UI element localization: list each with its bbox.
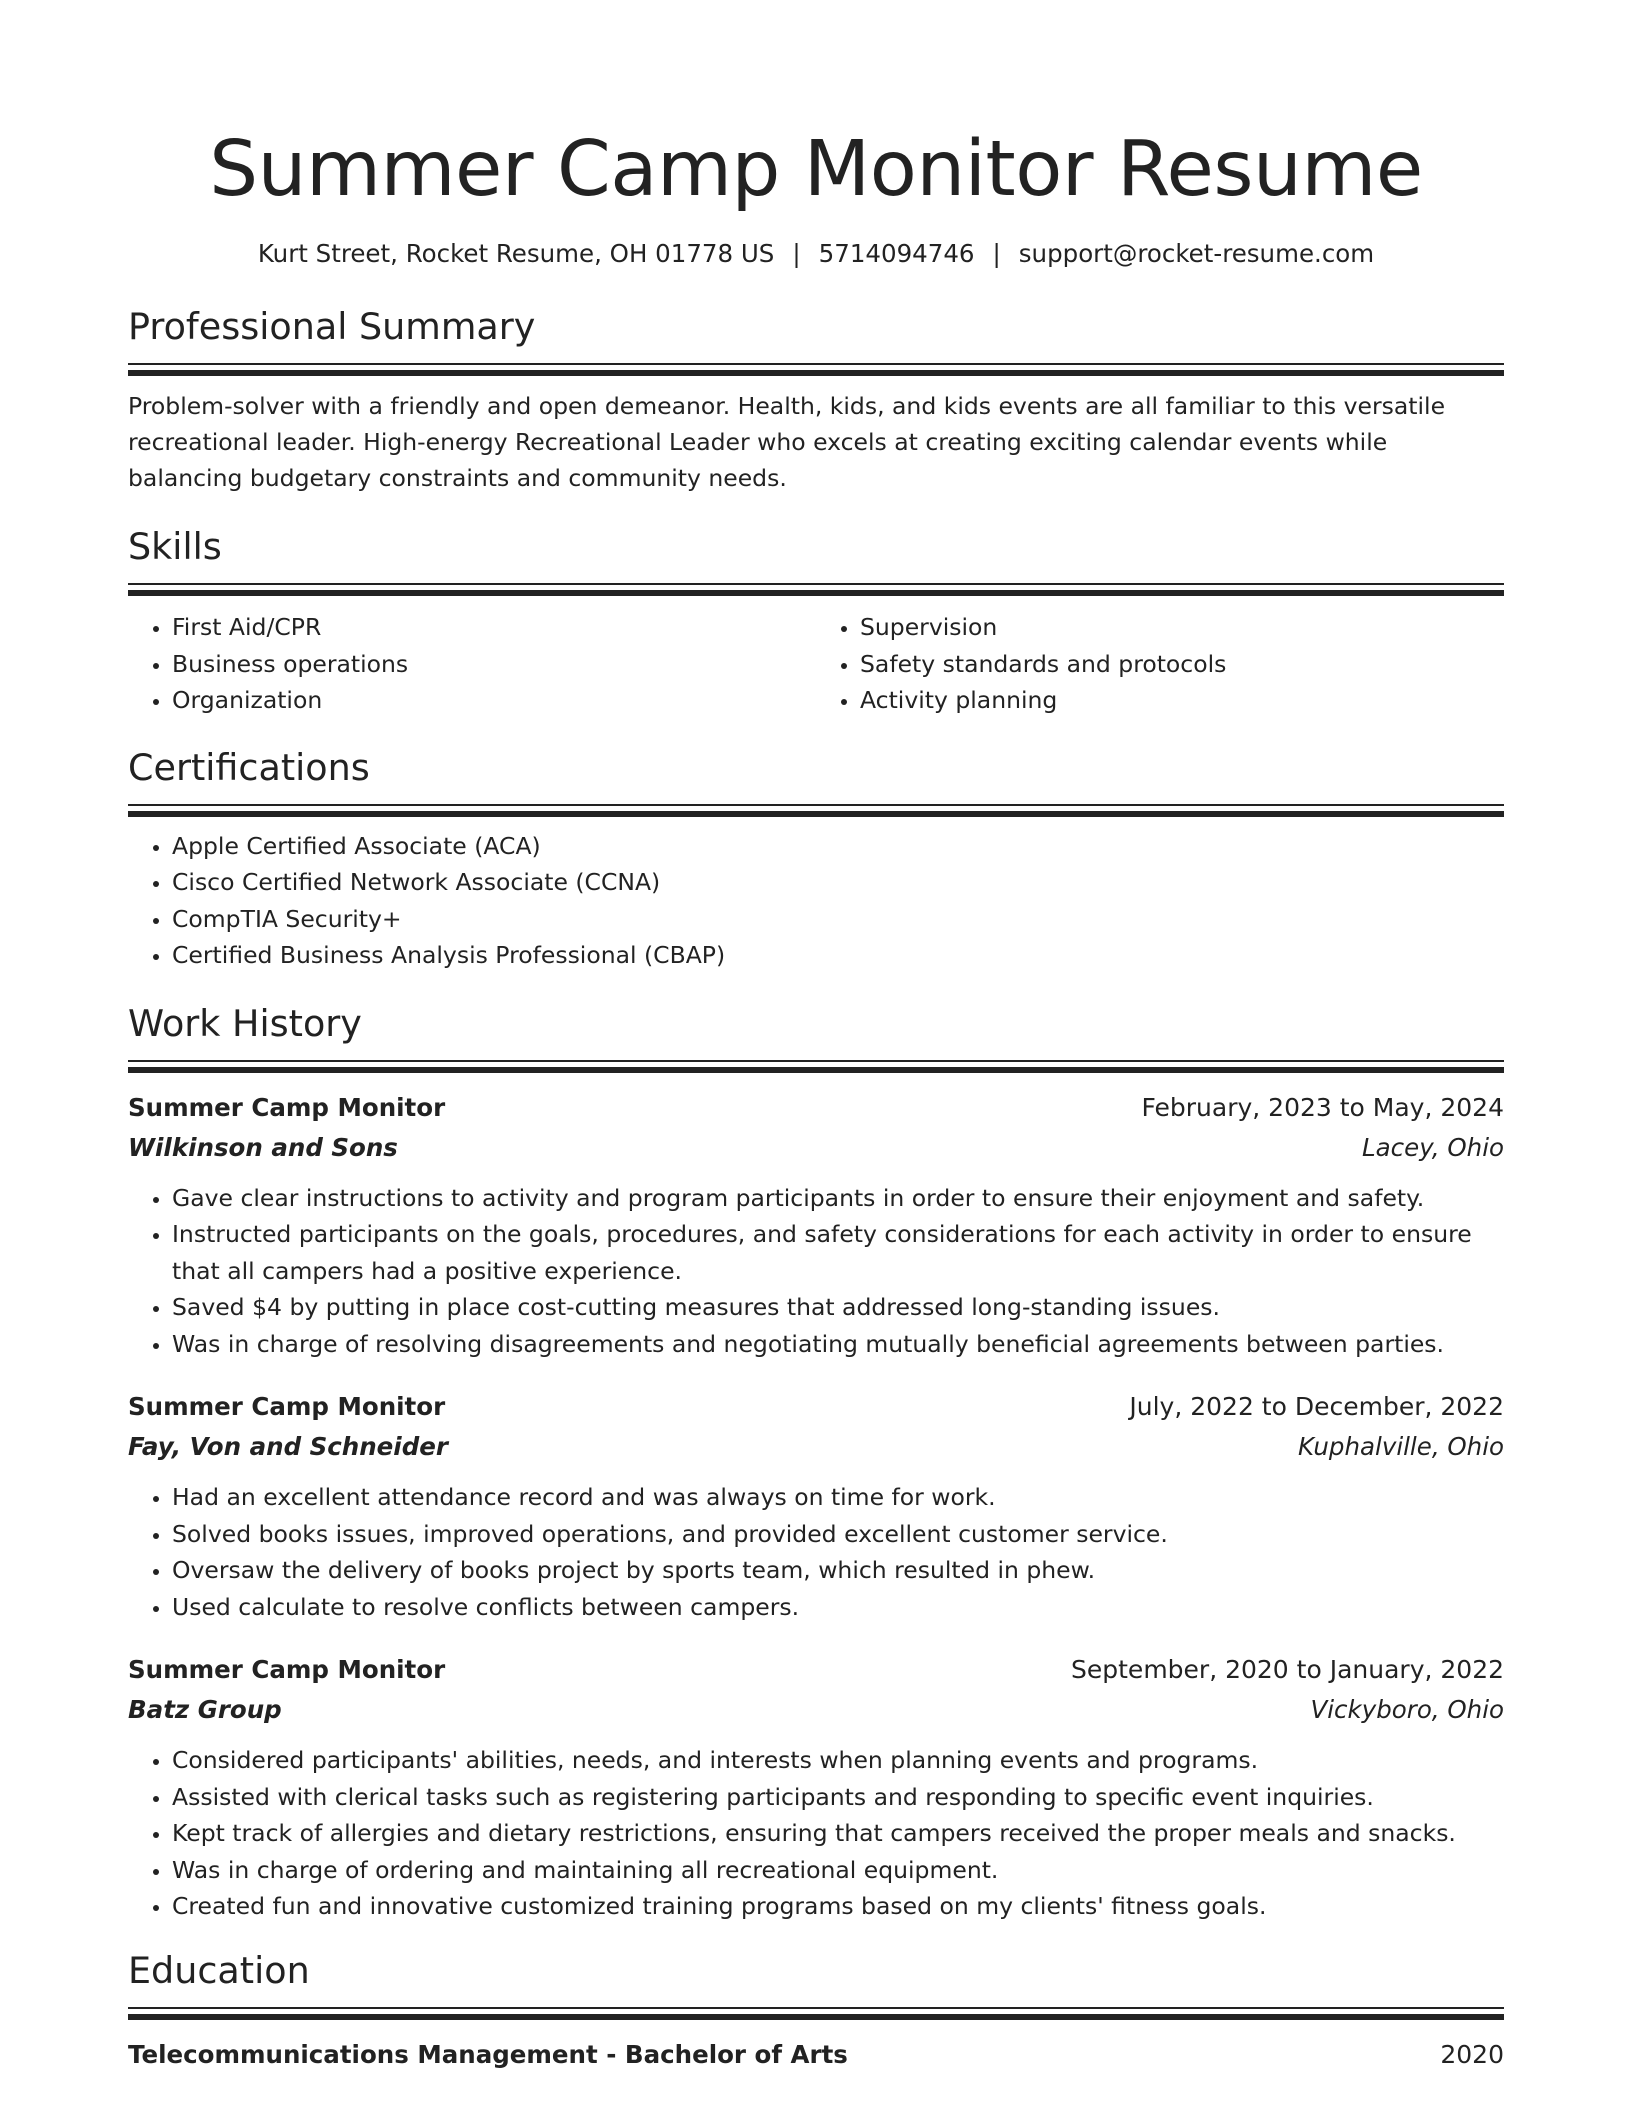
section-heading-skills: Skills <box>128 525 222 568</box>
job-location: Lacey, Ohio <box>1362 1132 1504 1162</box>
certifications-list <box>128 828 1504 974</box>
contact-address: Kurt Street, Rocket Resume, OH 01778 US <box>257 239 775 268</box>
contact-line <box>128 238 1504 270</box>
job-company: Fay, Von and Schneider <box>128 1432 448 1461</box>
contact-separator: | <box>992 239 1001 268</box>
section-divider <box>128 804 1504 818</box>
certifications-section <box>128 744 1504 974</box>
certification-item: • Certified Business Analysis Professional (CBAP) <box>172 937 1504 974</box>
skill-item: • Safety standards and protocols <box>860 646 1504 683</box>
job-bullet: • Was in charge of ordering and maintaining all recreational equipment. <box>172 1852 1504 1889</box>
job-bullet: • Solved books issues, improved operations, and provided excellent customer service. <box>172 1516 1504 1553</box>
skill-item: • Organization <box>172 682 816 719</box>
job-bullet: • Created fun and innovative customized training programs based on my clients' fitness goals. <box>172 1888 1504 1925</box>
job-bullet: • Kept track of allergies and dietary restrictions, ensuring that campers received the proper meals and snacks. <box>172 1815 1504 1852</box>
job-bullet: • Used calculate to resolve conflicts between campers. <box>172 1589 1504 1626</box>
job-company: Wilkinson and Sons <box>128 1132 398 1162</box>
job-bullets <box>128 1479 1504 1625</box>
education-year: 2020 <box>1440 2039 1504 2069</box>
skill-item: • First Aid/CPR <box>172 609 816 646</box>
resume-title: Summer Camp Monitor Resume <box>209 125 1423 214</box>
skill-item: • Business operations <box>172 646 816 683</box>
skills-column-right <box>816 609 1504 719</box>
education-section <box>128 1947 1504 2075</box>
job-company: Batz Group <box>128 1695 282 1724</box>
skills-column-left <box>128 609 816 719</box>
job-dates: July, 2022 to December, 2022 <box>1129 1392 1504 1421</box>
job-bullet: • Had an excellent attendance record and was always on time for work. <box>172 1479 1504 1516</box>
skills-section <box>128 523 1504 719</box>
education-degree: Telecommunications Management - Bachelor of Arts <box>128 2039 848 2069</box>
certification-item: • CompTIA Security+ <box>172 901 1504 938</box>
job-bullet: • Saved $4 by putting in place cost-cutting measures that addressed long-standing issues. <box>172 1289 1504 1326</box>
section-heading-work-history: Work History <box>128 1001 362 1045</box>
section-heading-summary: Professional Summary <box>128 305 536 348</box>
contact-separator: | <box>792 239 801 268</box>
job-title: Summer Camp Monitor <box>128 1092 446 1122</box>
section-divider <box>128 363 1504 377</box>
section-heading-education: Education <box>128 1948 310 1992</box>
job-entry <box>128 1088 1504 1363</box>
section-divider <box>128 583 1504 597</box>
job-title: Summer Camp Monitor <box>128 1655 446 1684</box>
job-location: Vickyboro, Ohio <box>1310 1695 1504 1724</box>
job-dates: February, 2023 to May, 2024 <box>1141 1092 1504 1122</box>
certification-item: • Apple Certified Associate (ACA) <box>172 828 1504 865</box>
job-bullet: • Instructed participants on the goals, procedures, and safety considerations for each activity in order to ensure that all campers had a positive experience. <box>172 1216 1504 1289</box>
section-divider <box>128 2007 1504 2021</box>
skill-item: • Supervision <box>860 609 1504 646</box>
contact-email: support@rocket-resume.com <box>1018 239 1375 268</box>
skills-grid <box>128 609 1504 719</box>
job-bullet: • Assisted with clerical tasks such as registering participants and responding to specific event inquiries. <box>172 1779 1504 1816</box>
section-divider <box>128 1060 1504 1074</box>
job-location: Kuphalville, Ohio <box>1297 1432 1504 1461</box>
summary-text: Problem-solver with a friendly and open demeanor. Health, kids, and kids events are all familiar to this versatile recreational leader. High-energy Recreational Leader who excels at creating exciting calendar events while balancing budgetary constraints and community needs. <box>128 392 1446 492</box>
certification-item: • Cisco Certified Network Associate (CCNA) <box>172 864 1504 901</box>
job-bullet: • Considered participants' abilities, needs, and interests when planning events and programs. <box>172 1742 1504 1779</box>
job-entry <box>128 1650 1504 1925</box>
job-bullet: • Was in charge of resolving disagreements and negotiating mutually beneficial agreements between parties. <box>172 1326 1504 1363</box>
job-entry <box>128 1387 1504 1625</box>
education-entry <box>128 2035 1504 2075</box>
summary-section <box>128 303 1504 496</box>
job-bullets <box>128 1180 1504 1363</box>
job-dates: September, 2020 to January, 2022 <box>1071 1655 1504 1684</box>
skill-item: • Activity planning <box>860 682 1504 719</box>
job-bullet: • Oversaw the delivery of books project by sports team, which resulted in phew. <box>172 1552 1504 1589</box>
job-title: Summer Camp Monitor <box>128 1392 446 1421</box>
resume-page <box>128 0 1504 2075</box>
job-bullet: • Gave clear instructions to activity and program participants in order to ensure their enjoyment and safety. <box>172 1180 1504 1217</box>
section-heading-certifications: Certifications <box>128 745 370 789</box>
contact-phone: 5714094746 <box>818 239 975 268</box>
job-bullets <box>128 1742 1504 1925</box>
work-history-section <box>128 1000 1504 1925</box>
